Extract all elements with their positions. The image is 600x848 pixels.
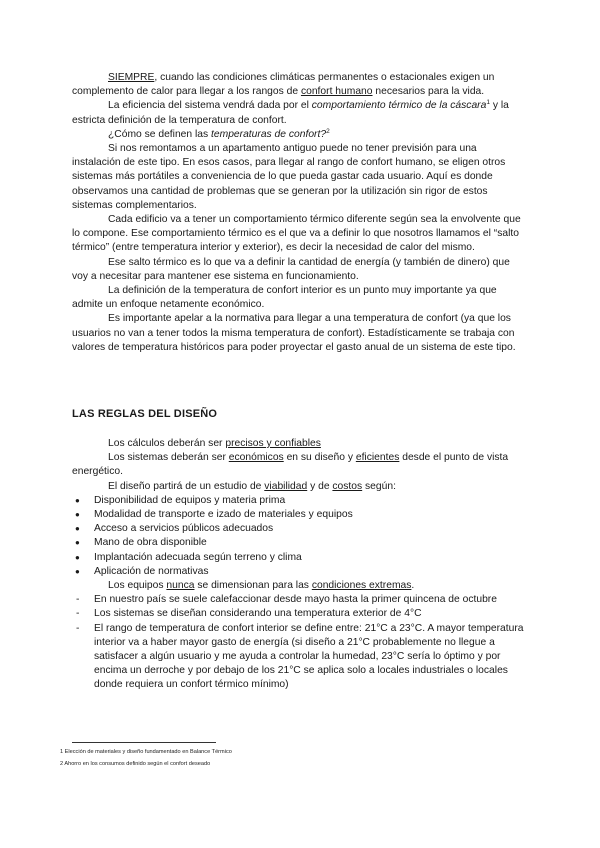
footnote-divider bbox=[72, 742, 216, 743]
list-item: ● Aplicación de normativas bbox=[72, 565, 526, 579]
costos-underlined: costos bbox=[332, 480, 363, 492]
condiciones-extremas-underlined: condiciones extremas bbox=[311, 580, 412, 592]
footnote-1: 1 Elección de materiales y diseño fundamentado en Balance Térmico bbox=[60, 749, 232, 755]
rule-calculos: Los cálculos deberán ser precisos y confiables bbox=[108, 438, 321, 449]
paragraph-normativa: Es importante apelar a la normativa para llegar a una temperatura de confort (ya que los usuarios no van a tener todos la misma temperatura de confort). Estadísticamente se trabaja con valores de temperatura históricos para poder proyectar el gasto anual de un sistema de este tipo. bbox=[72, 313, 516, 353]
viabilidad-underlined: viabilidad bbox=[264, 480, 308, 492]
dash-list bbox=[72, 593, 526, 692]
bullet-list bbox=[72, 494, 526, 579]
siempre-underlined: SIEMPRE bbox=[108, 72, 155, 83]
footnote-ref-2: 2 bbox=[326, 127, 330, 135]
footnotes bbox=[60, 746, 520, 770]
rules-section bbox=[72, 437, 526, 693]
list-item: - El rango de temperatura de confort interior se define entre: 21°C a 23°C. A mayor temperatura interior va a haber mayor gasto de energía (si diseño a 21°C probablemente no llegue a satisfacer a algún usuario y me ayuda a controlar la humedad, 23°C sería lo óptimo y por encima un derroche y por debajo de los 21°C se aplica solo a locales industriales o locales donde requiera un confort térmico mínimo) bbox=[72, 622, 526, 693]
rule-equipos: Los equipos nunca se dimensionan para las condiciones extremas. bbox=[108, 580, 415, 592]
paragraph-salto-termico: Ese salto térmico es lo que va a definir la cantidad de energía (y también de dinero) que voy a necesitar para mantener ese sistema en funcionamiento. bbox=[72, 256, 510, 282]
list-item: - En nuestro país se suele calefaccionar desde mayo hasta la primer quincena de octubre bbox=[72, 593, 526, 607]
paragraph-edificio: Cada edificio va a tener un comportamiento térmico diferente según sea la envolvente que lo compone. Ese comportamiento térmico es el que va a definir lo que nosotros llamamos el “salto térmico” (entre temperatura interior y exterior), es decir la necesidad de calor del mismo. bbox=[72, 214, 521, 254]
section-heading: LAS REGLAS DEL DISEÑO bbox=[72, 408, 218, 420]
list-item: ● Modalidad de transporte e izado de materiales y equipos bbox=[72, 508, 526, 522]
intro-section bbox=[72, 71, 526, 355]
list-item: ● Disponibilidad de equipos y materia prima bbox=[72, 494, 526, 508]
paragraph-siempre: SIEMPRE, cuando las condiciones climáticas permanentes o estacionales exigen un complemento de calor para llegar a los rangos de confort humano necesarios para la vida. bbox=[72, 72, 495, 98]
precisos-underlined: precisos y confiables bbox=[225, 438, 321, 449]
rule-diseno: El diseño partirá de un estudio de viabilidad y de costos según: bbox=[108, 480, 396, 492]
confort-humano-underlined: confort humano bbox=[300, 86, 373, 98]
list-item: - Los sistemas se diseñan considerando una temperatura exterior de 4°C bbox=[72, 607, 526, 621]
paragraph-apartamento: Si nos remontamos a un apartamento antiguo puede no tener previsión para una instalación de este tipo. En esos casos, para llegar al rango de confort humano, se eligen otros sistemas más portátiles a conveniencia de lo que pueda gastar cada usuario. Aquí es donde observamos una cantidad de problemas que se generan por la utilización sin rigor de estos sistemas complementarios. bbox=[72, 143, 506, 211]
paragraph-question: ¿Cómo se definen las temperaturas de confort?$^2$ bbox=[108, 127, 330, 140]
nunca-underlined: nunca bbox=[166, 580, 195, 592]
list-item: ● Mano de obra disponible bbox=[72, 536, 526, 550]
eficientes-underlined: eficientes bbox=[355, 452, 400, 464]
temperaturas-confort-italic: temperaturas de confort? bbox=[211, 128, 327, 140]
cascara-italic: comportamiento térmico de la cáscara bbox=[311, 100, 487, 112]
footnote-2: 2 Ahorro en los consumos definido según el confort deseado bbox=[60, 761, 211, 767]
paragraph-eficiencia: La eficiencia del sistema vendrá dada por el comportamiento térmico de la cáscara$^1$ y la estricta definición de la temperatura de confort. bbox=[72, 99, 509, 126]
rule-sistemas: Los sistemas deberán ser económicos en su diseño y eficientes desde el punto de vista energético. bbox=[72, 452, 509, 478]
list-item: ● Acceso a servicios públicos adecuados bbox=[72, 522, 526, 536]
economicos-underlined: económicos bbox=[228, 452, 284, 464]
paragraph-definicion: La definición de la temperatura de confort interior es un punto muy importante ya que admite un enfoque netamente económico. bbox=[72, 285, 497, 311]
list-item: ● Implantación adecuada según terreno y clima bbox=[72, 551, 526, 565]
footnote-ref-1: 1 bbox=[486, 99, 490, 107]
